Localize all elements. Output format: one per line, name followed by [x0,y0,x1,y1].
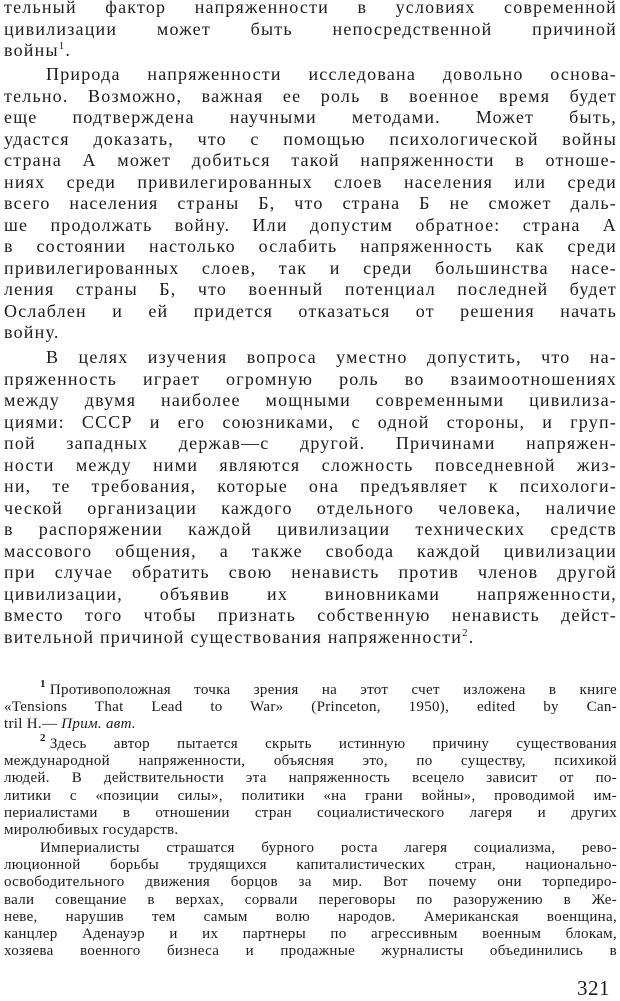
line-text: вали совещание в верхах, сорвали переговоры по разоружению в Же- [4,891,617,908]
text-line [4,64,617,86]
line-text: страна А может добиться такой напряженности в отноше- [4,150,617,170]
text-line [4,129,617,151]
line-text: при случае обратить свою ненависть против членов другой [4,562,617,582]
line-text: вительной причиной существования напряженности [4,626,463,647]
text-line [4,892,617,909]
line-text: ления страны Б, что военный потенциал последней будет [4,279,617,299]
text-line [4,732,617,753]
page-number: 321 [577,976,610,1000]
text-line [4,874,617,891]
text-line [4,822,617,839]
text-line [4,562,617,584]
line-text: между двумя наиболее мощными современными цивилиза- [4,390,617,410]
text-line [4,150,617,172]
line-text: войну. [4,322,60,342]
line-text: Империалисты страшатся бурного роста лагеря социализма, рево- [40,840,617,856]
line-text: в состоянии настолько ослабить напряженность как среди [4,236,617,256]
line-text: Ослаблен и ей придется отказаться от решения начать [4,300,617,321]
text-line [4,279,617,301]
text-line [4,412,617,434]
punctuation: . [65,40,72,60]
line-text: привилегированных слоев, так и среди большинства насе- [4,257,617,278]
text-line [4,390,617,412]
line-text: ниях среди привилегированных слоев населения или среди [4,171,617,192]
text-line [4,840,617,857]
footnote-2 [4,732,617,839]
footnote-reference: 2 [462,626,469,639]
text-line [4,107,617,129]
line-text: периалистами в отношении стран социалистического лагеря и других [4,804,617,821]
line-text: tril H.— [4,716,62,733]
text-line [4,369,617,391]
line-text: людей. В действительности эта напряженность всецело зависит от по- [4,770,617,787]
text-line [4,788,617,805]
text-line [4,857,617,874]
line-text: тельно. Возможно, важная ее роль в военное время будет [4,85,617,106]
line-text: «Tensions That Lead to War» (Princeton, 1950), edited by Can- [4,699,617,716]
paragraph [4,0,617,62]
line-text: массового общения, а также свобода каждой цивилизации [4,540,617,561]
line-text: литики с «позиции силы», политики «на грани войны», проводимой им- [4,787,617,804]
line-text: пой западных держав—с другой. Причинами напряжен- [4,433,617,453]
footnote-marker: 1 [40,678,46,690]
text-line [4,716,617,733]
text-line [4,605,617,627]
line-text: миролюбивых государств. [4,821,179,838]
text-line [4,943,617,960]
text-line [4,172,617,194]
footnote-paragraph [4,840,617,960]
line-text: войны [4,40,59,60]
text-line [4,322,617,344]
text-line [4,770,617,787]
text-line [4,519,617,541]
footnote-1 [4,678,617,734]
text-line [4,258,617,280]
text-line [4,627,617,649]
line-text: канцлер Аденауэр и их партнеры по агрессивным военным блокам, [4,925,617,942]
text-line [4,541,617,563]
line-text: В целях изучения вопроса уместно допустить, что на- [46,347,617,367]
line-text: международной напряженности, объясняя это, по существу, психикой [4,753,617,770]
text-line [4,584,617,606]
text-line [4,678,617,699]
line-text: цивилизации может быть непосредственной причиной [4,18,617,39]
footnote-reference: 1 [58,40,66,52]
line-text: освободительного движения борцов за мир. Вот почему они торпедиро- [4,874,617,891]
author-note: Прим. авт. [61,716,136,733]
line-text: ни, те требования, которые она предъявляет к психологи- [4,476,617,496]
text-line [4,753,617,770]
line-text: удастся доказать, что с помощью психологической войны [4,128,617,149]
text-line [4,455,617,477]
line-text: люционной борьбы трудящихся капиталистических стран, национально- [4,857,617,874]
text-line [4,86,617,108]
line-text: ности между ними являются сложность повседневной жиз- [4,454,617,475]
text-line [4,926,617,943]
text-line [4,40,617,62]
text-line [4,699,617,716]
line-text: неве, нарушив тем самым волю народов. Американская военщина, [4,908,617,925]
punctuation: . [468,626,475,647]
text-line [4,805,617,822]
text-line [4,19,617,41]
line-text: пряженность играет огромную роль во взаимоотношениях [4,368,617,389]
text-line [4,347,617,369]
line-text: вместо того чтобы признать собственную ненависть дейст- [4,605,617,625]
text-line [4,215,617,237]
paragraph [4,64,617,344]
text-line [4,301,617,323]
text-line [4,909,617,926]
line-text: цивилизации, объявив их виновниками напряженности, [4,583,617,604]
line-text: Противоположная точка зрения на этот счет изложена в книге [49,682,617,698]
line-text: ше продолжать войну. Или допустим обратное: страна А [4,214,617,235]
line-text: хозяева военного бизнеса и продажные журналисты объединились в [4,943,617,960]
text-line [4,193,617,215]
line-text: еще подтверждена научными методами. Может быть, [4,107,617,127]
line-text: ческой организации каждого отдельного человека, наличие [4,497,617,518]
paragraph [4,347,617,648]
text-line [4,0,617,19]
line-text: циями: СССР и его союзниками, с одной стороны, и груп- [4,411,617,432]
text-line [4,498,617,520]
line-text: в распоряжении каждой цивилизации технических средств [4,519,617,539]
line-text: тельный фактор напряженности в условиях современной [4,0,617,17]
line-text: всего населения страны Б, что страна Б не сможет даль- [4,193,617,213]
line-text: Природа напряженности исследована довольно основа- [46,64,617,84]
footnote-marker: 2 [40,732,46,744]
line-text: Здесь автор пытается скрыть истинную причину существования [49,736,617,752]
text-line [4,433,617,455]
text-line [4,236,617,258]
text-line [4,476,617,498]
